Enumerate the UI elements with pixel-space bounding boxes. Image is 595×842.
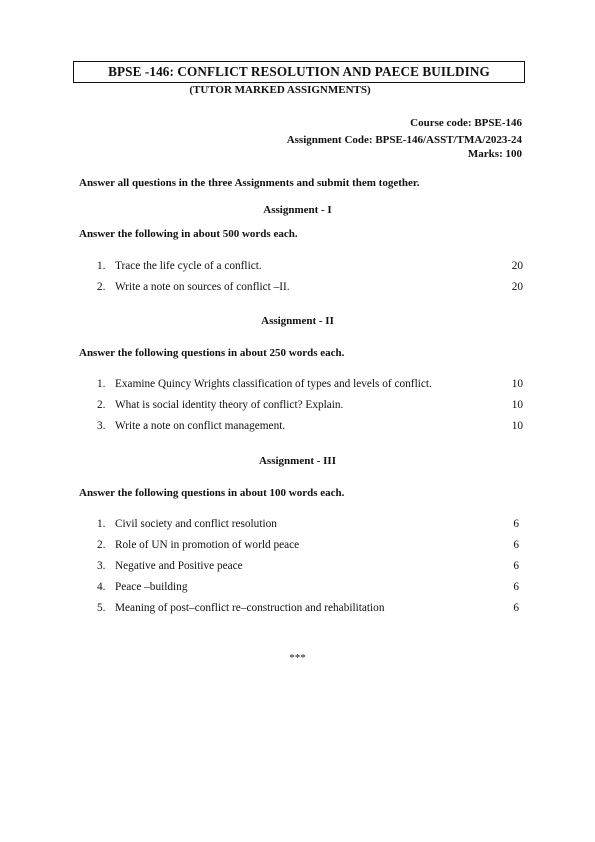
question-row <box>97 281 523 302</box>
question-row <box>97 260 523 281</box>
question-row <box>97 399 523 420</box>
question-text: Peace –building <box>115 581 188 593</box>
assignment-heading: Assignment - I <box>263 204 332 216</box>
question-list <box>97 378 523 441</box>
question-text: What is social identity theory of conflict? Explain. <box>115 399 344 411</box>
marks-total: Marks: 100 <box>467 148 522 160</box>
question-number: 2. <box>97 281 106 293</box>
question-number: 1. <box>97 260 106 272</box>
question-text: Civil society and conflict resolution <box>115 518 277 530</box>
question-marks: 10 <box>511 420 523 432</box>
course-code: Course code: BPSE-146 <box>410 117 522 129</box>
question-row <box>97 581 519 602</box>
general-instruction: Answer all questions in the three Assignments and submit them together. <box>79 177 420 189</box>
end-marker: *** <box>289 652 306 664</box>
question-text: Meaning of post–conflict re–construction and rehabilitation <box>115 602 385 614</box>
question-row <box>97 378 523 399</box>
question-text: Examine Quincy Wrights classification of types and levels of conflict. <box>115 378 432 390</box>
page-title: BPSE -146: CONFLICT RESOLUTION AND PAECE BUILDING <box>108 64 490 79</box>
question-row <box>97 602 519 623</box>
page-subtitle: (TUTOR MARKED ASSIGNMENTS) <box>189 84 371 96</box>
question-list <box>97 260 523 302</box>
question-row <box>97 539 519 560</box>
assignment-heading: Assignment - II <box>261 315 334 327</box>
assignment-heading: Assignment - III <box>258 455 336 467</box>
question-row <box>97 518 519 539</box>
question-row <box>97 420 523 441</box>
question-marks: 20 <box>511 281 523 293</box>
question-number: 2. <box>97 539 106 551</box>
question-marks: 6 <box>513 602 519 614</box>
assignment-instruction: Answer the following questions in about 100 words each. <box>79 487 345 499</box>
question-number: 3. <box>97 420 106 432</box>
question-number: 1. <box>97 518 106 530</box>
question-number: 5. <box>97 602 106 614</box>
question-marks: 10 <box>511 378 523 390</box>
question-number: 4. <box>97 581 106 593</box>
question-text: Trace the life cycle of a conflict. <box>115 260 262 272</box>
question-list <box>97 518 519 623</box>
assignment-instruction: Answer the following questions in about 250 words each. <box>79 347 345 359</box>
title-box <box>73 61 525 83</box>
question-marks: 6 <box>513 560 519 572</box>
question-marks: 6 <box>513 581 519 593</box>
question-text: Role of UN in promotion of world peace <box>115 539 300 551</box>
assignment-instruction: Answer the following in about 500 words each. <box>79 228 298 240</box>
question-text: Write a note on sources of conflict –II. <box>115 281 290 293</box>
question-number: 2. <box>97 399 106 411</box>
question-marks: 6 <box>513 518 519 530</box>
question-marks: 6 <box>513 539 519 551</box>
question-marks: 10 <box>511 399 523 411</box>
question-row <box>97 560 519 581</box>
question-number: 1. <box>97 378 106 390</box>
question-number: 3. <box>97 560 106 572</box>
assignment-code: Assignment Code: BPSE-146/ASST/TMA/2023-24 <box>286 134 522 146</box>
question-text: Write a note on conflict management. <box>115 420 286 432</box>
question-text: Negative and Positive peace <box>115 560 243 572</box>
question-marks: 20 <box>511 260 523 272</box>
